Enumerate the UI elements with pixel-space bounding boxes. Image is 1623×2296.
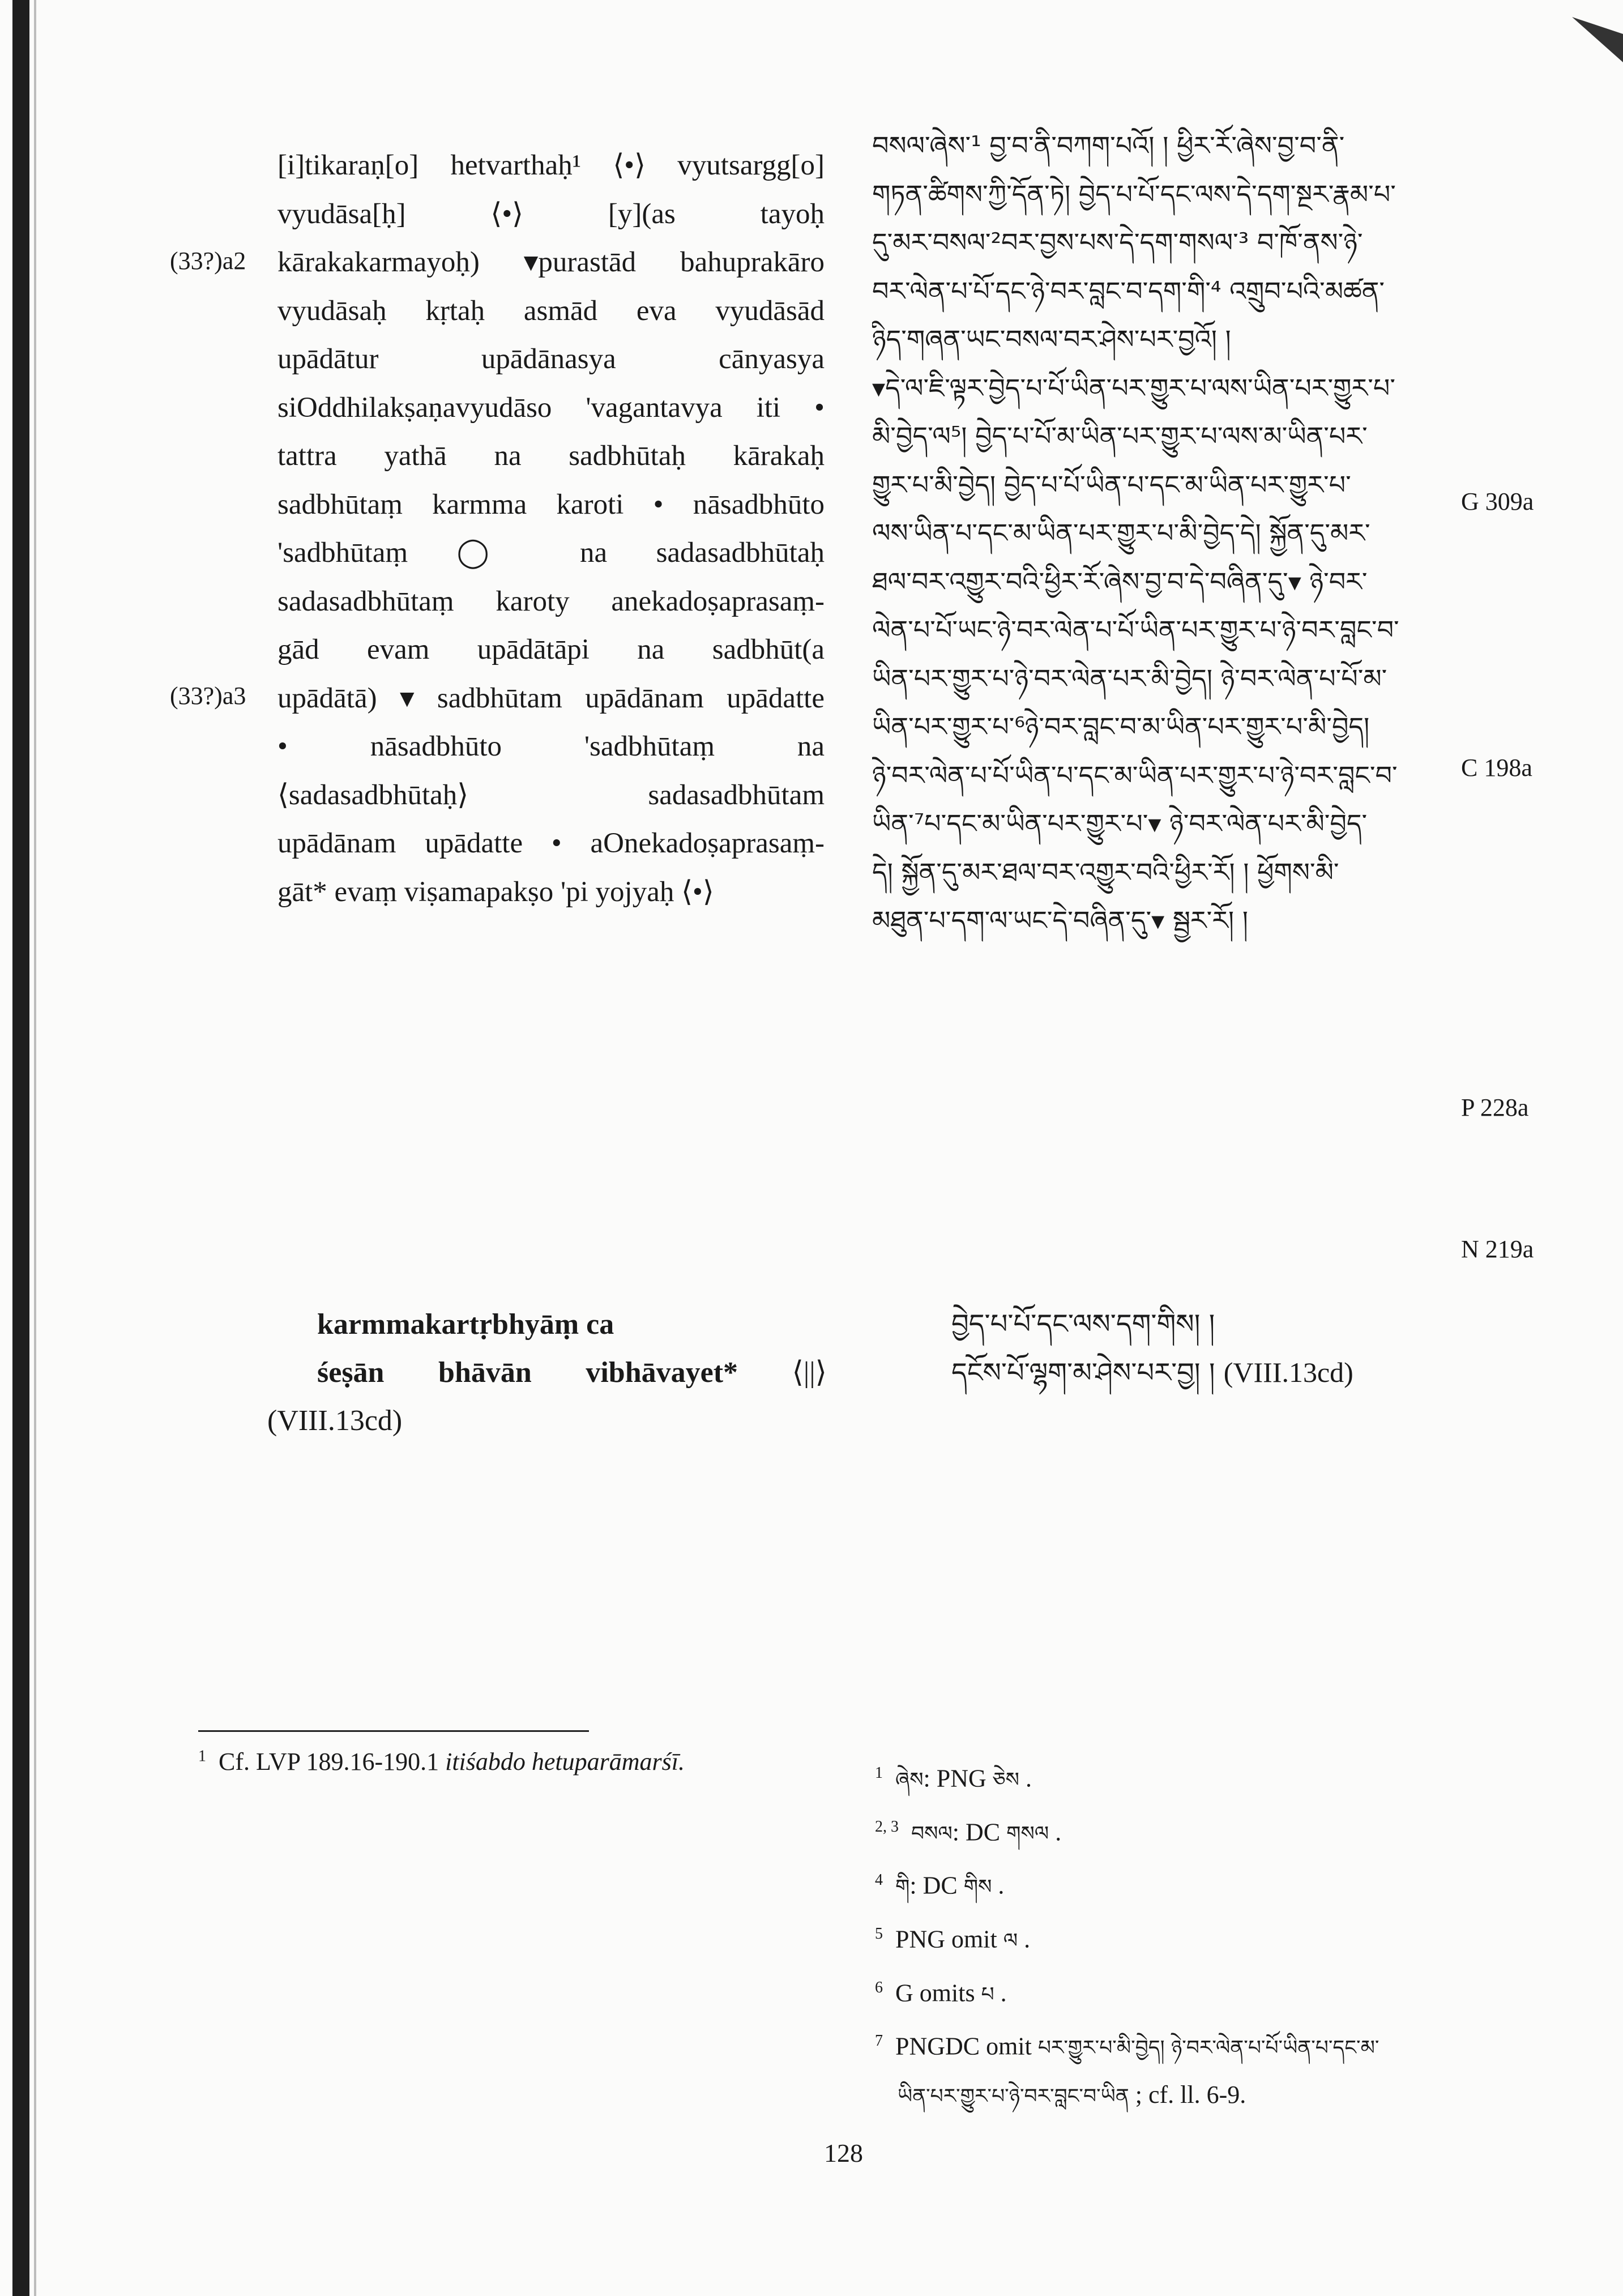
tibetan-line: བསལ་ཞེས་¹ བྱ་བ་ནི་བཀག་པའོ། ། ཕྱིར་རོ་ཞེས་བྱ་བ་ནི་ [872,130,1345,161]
sanskrit-line: sadasadbhūtaṃ karoty anekadoṣaprasaṃ- [277,585,825,617]
footnote-number: 2, 3 [875,1817,899,1836]
footnote-text: : DC [909,1871,964,1900]
margin-ref: G 309a [1461,488,1534,515]
tibetan-line: ལས་ཡིན་པ་དང་མ་ཡིན་པར་གྱུར་པ་མི་བྱེད་དེ། སྐྱོན་དུ་མར་ [872,518,1370,548]
verse-word: ⟨||⟩ [792,1356,827,1389]
footnote-tail: ; cf. ll. 6-9. [1129,2080,1246,2109]
verse-word: śeṣān [317,1356,385,1389]
sanskrit-line: sadbhūtaṃ karmma karoti • nāsadbhūto [277,488,825,520]
tibetan-line: མཐུན་པ་དག་ལ་ཡང་དེ་བཞིན་དུ་▾ སྦྱར་རོ། ། [872,905,1248,936]
footnote-number: 7 [875,2032,883,2050]
verse-tib-text: དངོས་པོ་ལྷག་མ་ཤེས་པར་བྱ། ། [951,1357,1215,1389]
footnote-number: 6 [875,1978,883,1996]
footnote-italic: itiśabdo hetuparāmarśī. [445,1748,685,1776]
footnote-tail: . [994,1979,1007,2007]
tibetan-line: ཐལ་བར་འགྱུར་བའི་ཕྱིར་རོ་ཞེས་བྱ་བ་དེ་བཞིན་དུ་▾ ཉེ་བར་ [872,566,1368,597]
sanskrit-column [277,142,825,916]
verse-tibetan [951,1300,1353,1397]
margin-ref: N 219a [1461,1235,1534,1263]
footnote-text: G omits [895,1979,981,2007]
tibetan-line: གཏན་ཚིགས་ཀྱི་དོན་ཏེ། བྱེད་པ་པོ་དང་ལས་དེ་དག་སྔར་རྣམ་པ་ [872,178,1396,210]
footnote-number: 4 [875,1871,883,1889]
footnote-tibetan: པ [981,1983,994,2007]
footnote-tibetan: ཡིན་པར་གྱུར་པ་ཉེ་བར་བླང་བ་ཡིན [898,2084,1129,2108]
margin-ref: C 198a [1461,754,1532,782]
footnote-tail: . [992,1871,1005,1900]
binding-edge [12,0,29,2296]
sanskrit-line: upādānam upādatte • aOnekadoṣaprasaṃ- [277,827,825,859]
footnote-row [875,2018,1379,2072]
footnote-tail: . [1049,1818,1062,1846]
sanskrit-line: siOddhilakṣaṇavyudāso 'vagantavya iti • [277,391,825,424]
sanskrit-line: • nāsadbhūto 'sadbhūtaṃ na [277,731,825,762]
footnote-tibetan: ཞེས [895,1768,924,1792]
footnotes-right [875,1750,1379,2120]
sanskrit-line: upādātur upādānasya cānyasya [277,343,825,375]
footnote-text: : PNG [923,1764,993,1793]
footnote-tibetan: ཅེས [992,1768,1019,1792]
footnote-tail: . [1018,1925,1031,1953]
footnote-text: : DC [952,1818,1007,1846]
page-number: 128 [824,2139,863,2167]
margin-ref: P 228a [1461,1094,1529,1121]
tibetan-line: ཡིན་པར་གྱུར་པ་⁶ཉེ་བར་བླང་བ་མ་ཡིན་པར་གྱུར་པ་མི་བྱེད། [872,711,1370,742]
verse-tib-line-1: བྱེད་པ་པོ་དང་ལས་དག་གིས། ། [951,1308,1215,1340]
verse-tib-line-2 [951,1348,1353,1397]
sanskrit-line: gād evam upādātāpi na sadbhūt(a [277,634,825,665]
tibetan-line: ཉེ་བར་ལེན་པ་པོ་ཡིན་པ་དང་མ་ཡིན་པར་གྱུར་པ་ཉེ་བར་བླང་བ་ [872,759,1398,791]
verse-word: bhāvān [438,1356,532,1389]
footnote-tibetan: ལ [1003,1929,1018,1953]
verse-sanskrit [267,1300,827,1445]
sanskrit-line: tattra yathā na sadbhūtaḥ kārakaḥ [277,440,825,472]
verse-line-2 [317,1348,827,1397]
footnote-text: PNGDC omit [895,2032,1038,2060]
footnote-row [875,1965,1379,2018]
tibetan-line: ལེན་པ་པོ་ཡང་ཉེ་བར་ལེན་པ་པོ་ཡིན་པར་གྱུར་པ་ཉེ་བར་བླང་བ་ [872,614,1399,645]
footnote-tail: . [1019,1764,1032,1793]
footnote-row [875,1750,1379,1804]
sanskrit-line: kārakakarmayoḥ) ▾purastād bahuprakāro [277,246,825,278]
tibetan-line: དེ། སྐྱོན་དུ་མར་ཐལ་བར་འགྱུར་བའི་ཕྱིར་རོ། ། ཕྱོགས་མི་ [872,856,1339,887]
tibetan-line: མི་བྱེད་ལ⁵། བྱེད་པ་པོ་མ་ཡིན་པར་གྱུར་པ་ལས་མ་ཡིན་པར་ [872,421,1368,451]
sanskrit-line: vyudāsaḥ kṛtaḥ asmād eva vyudāsād [277,295,825,327]
margin-ref: (33?)a3 [170,682,246,710]
sanskrit-line: upādātā) ▾ sadbhūtam upādānam upādatte [277,682,825,714]
tibetan-column [872,122,1447,945]
footnote-rule [198,1730,589,1732]
footnote-tibetan: གསལ [1006,1822,1049,1846]
tibetan-line: ཡིན་པར་གྱུར་པ་ཉེ་བར་ལེན་པར་མི་བྱེད། ཉེ་བར་ལེན་པ་པོ་མ་ [872,663,1387,694]
tibetan-line: ▾དེ་ལ་ཇི་ལྟར་བྱེད་པ་པོ་ཡིན་པར་གྱུར་པ་ལས་ཡིན་པར་གྱུར་པ་ [872,372,1395,403]
tibetan-line: ཡིན་⁷པ་དང་མ་ཡིན་པར་གྱུར་པ་▾ ཉེ་བར་ལེན་པར་མི་བྱེད་ [872,808,1368,839]
sanskrit-line: 'sadbhūtaṃ ◯ na sadasadbhūtaḥ [277,537,825,569]
binding-shadow [34,0,36,2296]
verse-ref: (VIII.13cd) [267,1405,403,1437]
footnote-left [198,1747,685,1776]
sanskrit-line: vyudāsa[ḥ] ⟨•⟩ [y](as tayoḥ [277,198,825,230]
footnote-row [875,1911,1379,1965]
footnote-row [875,2072,1379,2120]
footnote-tibetan: པར་གྱུར་པ་མི་བྱེད། ཉེ་བར་ལེན་པ་པོ་ཡིན་པ་དང་མ་ [1037,2036,1379,2060]
footnote-number: 1 [875,1764,883,1782]
footnote-tibetan: གིས [963,1875,992,1899]
corner-fold [1538,0,1623,62]
footnote-number: 5 [875,1924,883,1943]
tibetan-line: བར་ལེན་པ་པོ་དང་ཉེ་བར་བླང་བ་དག་གི་⁴ འགྲུབ་པའི་མཚན་ [872,275,1385,306]
margin-ref: (33?)a2 [170,247,246,275]
sanskrit-line: [i]tikaraṇ[o] hetvarthaḥ¹ ⟨•⟩ vyutsargg[o] [277,150,825,181]
tibetan-line: གྱུར་པ་མི་བྱེད། བྱེད་པ་པོ་ཡིན་པ་དང་མ་ཡིན་པར་གྱུར་པ་ [872,469,1351,500]
footnote-text: PNG omit [895,1925,1003,1953]
tibetan-line: དུ་མར་བསལ་²བར་བྱས་པས་དེ་དག་གསལ་³ བ་ཁོ་ནས་ཉེ་ [872,227,1363,258]
footnote-tibetan: བསལ [911,1822,953,1846]
footnote-row [875,1857,1379,1911]
footnote-row [875,1804,1379,1858]
sanskrit-line: ⟨sadasadbhūtaḥ⟩ sadasadbhūtam [277,779,825,811]
footnote-text: Cf. LVP 189.16-190.1 [219,1748,446,1776]
footnote-number: 1 [198,1747,206,1765]
sanskrit-line: gāt* evaṃ viṣamapakṣo 'pi yojyaḥ ⟨•⟩ [277,876,714,908]
tibetan-line: ཉིད་གཞན་ཡང་བསལ་བར་ཤེས་པར་བྱའོ། ། [872,324,1231,355]
verse-line-1: karmmakartṛbhyāṃ ca [317,1308,614,1341]
verse-word: vibhāvayet* [586,1356,738,1389]
verse-tib-ref: (VIII.13cd) [1223,1356,1353,1388]
footnote-tibetan: གི [895,1875,910,1899]
